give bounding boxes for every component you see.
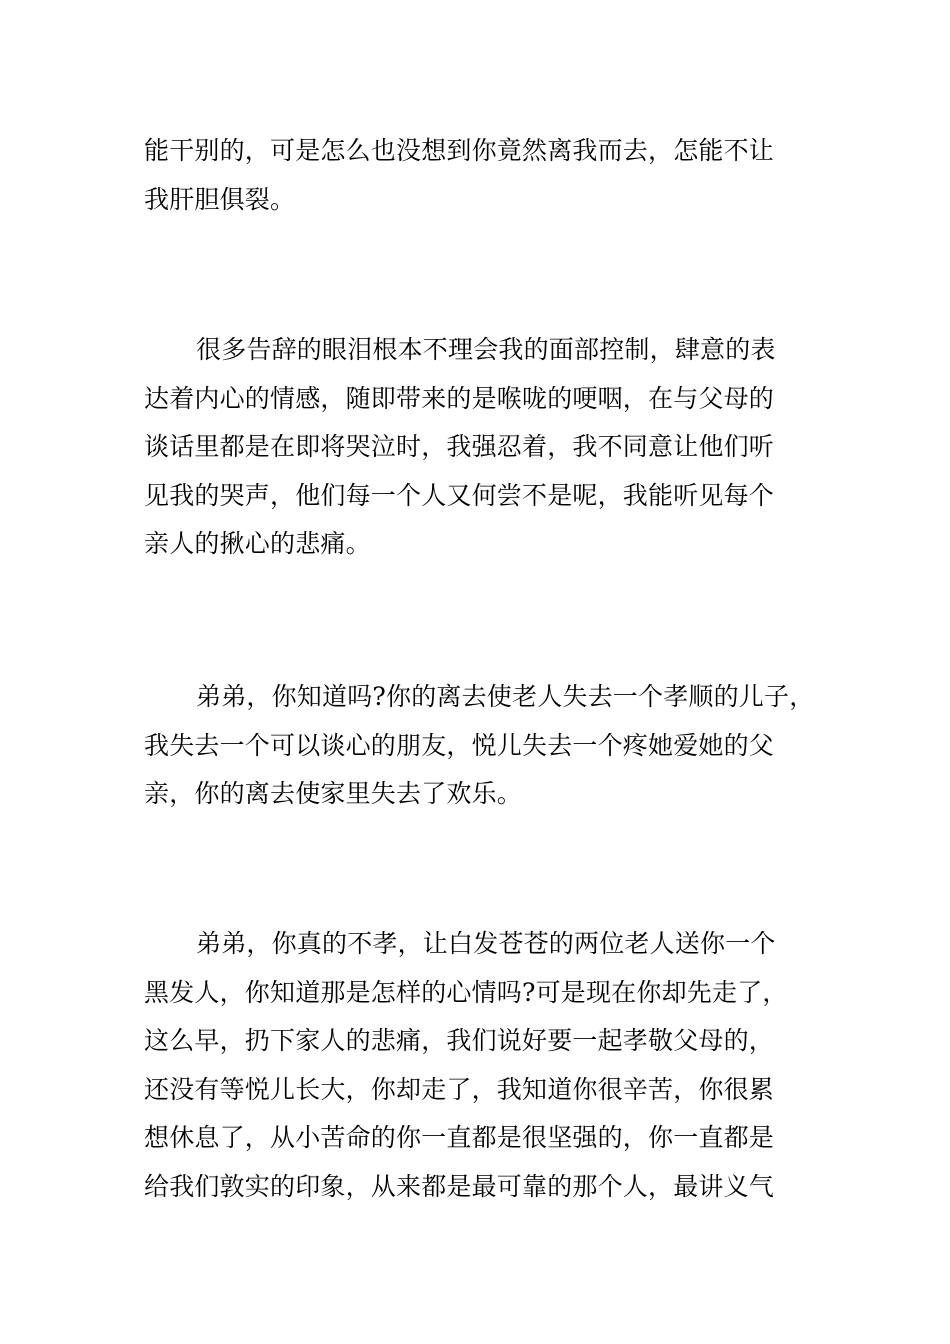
text-line: 弟弟，你知道吗?你的离去使老人失去一个孝顺的儿子， [196, 682, 815, 711]
paragraph-4 [144, 920, 824, 1211]
paragraph-3 [144, 673, 824, 819]
text-line: 我肝胆俱裂。 [144, 184, 296, 214]
paragraph-2 [144, 326, 824, 569]
text-line: 谈话里都是在即将哭泣时，我强忍着，我不同意让他们听 [144, 432, 775, 461]
text-line: 我失去一个可以谈心的朋友，悦儿失去一个疼她爱她的父 [144, 730, 775, 760]
text-line: 弟弟，你真的不孝，让白发苍苍的两位老人送你一个 [196, 929, 776, 958]
text-line: 这么早，扔下家人的悲痛，我们说好要一起孝敬父母的， [144, 1026, 775, 1055]
text-line: 还没有等悦儿长大，你却走了，我知道你很辛苦，你很累 [144, 1074, 775, 1104]
text-line: 很多告辞的眼泪根本不理会我的面部控制，肆意的表 [196, 335, 776, 364]
text-line: 见我的哭声，他们每一个人又何尝不是呢，我能听见每个 [144, 480, 775, 510]
text-line: 能干别的，可是怎么也没想到你竟然离我而去，怎能不让 [144, 136, 775, 165]
text-line: 达着内心的情感，随即带来的是喉咙的哽咽，在与父母的 [144, 383, 775, 413]
text-line: 亲，你的离去使家里失去了欢乐。 [144, 779, 523, 808]
text-line: 亲人的揪心的悲痛。 [144, 529, 371, 558]
text-line: 给我们敦实的印象，从来都是最可靠的那个人，最讲义气 [144, 1171, 775, 1201]
text-line: 想休息了，从小苦命的你一直都是很坚强的，你一直都是 [144, 1123, 775, 1152]
paragraph-1 [144, 127, 824, 224]
text-line: 黑发人，你知道那是怎样的心情吗?可是现在你却先走了， [144, 977, 788, 1007]
